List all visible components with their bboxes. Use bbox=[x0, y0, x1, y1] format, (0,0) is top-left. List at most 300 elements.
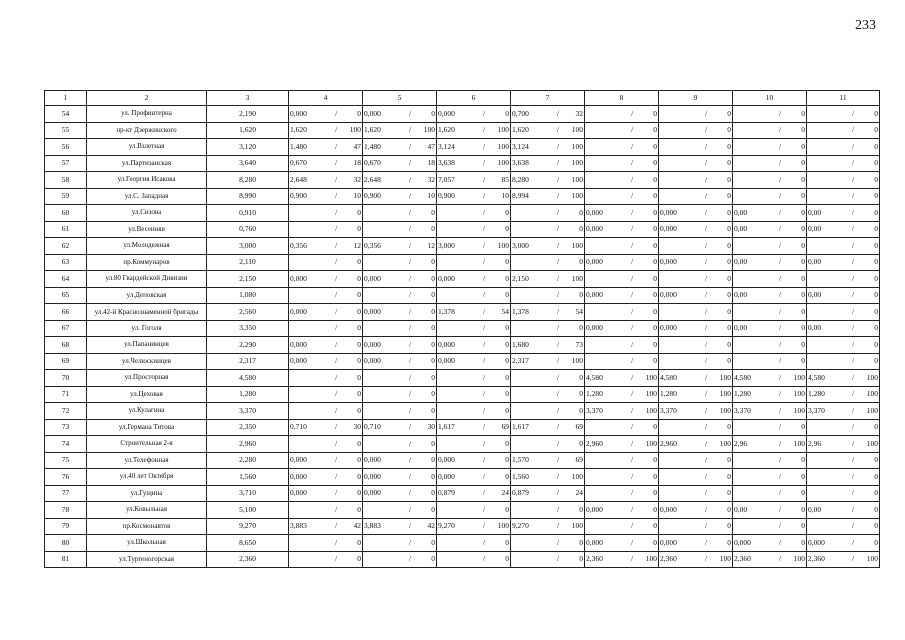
table-row bbox=[45, 139, 880, 156]
value-pair bbox=[808, 209, 878, 217]
value-pair bbox=[734, 341, 805, 349]
value-percent: 0 bbox=[653, 488, 657, 498]
table-row bbox=[45, 287, 880, 304]
value-cell bbox=[659, 188, 733, 205]
value-pair bbox=[438, 225, 509, 233]
slash-separator: / bbox=[482, 174, 486, 184]
value-pair bbox=[438, 407, 509, 415]
value-km: 2,96 bbox=[734, 438, 748, 448]
street-length: 2,960 bbox=[207, 436, 289, 453]
value-km: 0,000 bbox=[438, 339, 455, 349]
value-km: 0,879 bbox=[438, 488, 455, 498]
value-percent: 47 bbox=[427, 141, 435, 151]
slash-separator: / bbox=[334, 108, 338, 118]
value-cell bbox=[511, 320, 585, 337]
value-cell bbox=[733, 205, 807, 222]
value-pair bbox=[438, 110, 509, 118]
row-number: 78 bbox=[45, 502, 87, 519]
value-km: 0,900 bbox=[290, 191, 307, 201]
value-pair bbox=[586, 407, 657, 415]
slash-separator: / bbox=[408, 290, 412, 300]
value-cell bbox=[659, 452, 733, 469]
slash-separator: / bbox=[851, 191, 855, 201]
slash-separator: / bbox=[851, 488, 855, 498]
value-cell bbox=[511, 304, 585, 321]
slash-separator: / bbox=[704, 306, 708, 316]
slash-separator: / bbox=[482, 306, 486, 316]
value-pair bbox=[734, 126, 805, 134]
value-cell bbox=[733, 469, 807, 486]
slash-separator: / bbox=[704, 240, 708, 250]
slash-separator: / bbox=[704, 191, 708, 201]
value-cell bbox=[511, 502, 585, 519]
value-cell bbox=[511, 238, 585, 255]
value-pair bbox=[586, 341, 657, 349]
slash-separator: / bbox=[851, 504, 855, 514]
slash-separator: / bbox=[482, 554, 486, 564]
slash-separator: / bbox=[482, 224, 486, 234]
value-percent: 100 bbox=[571, 174, 583, 184]
value-percent: 0 bbox=[431, 339, 435, 349]
value-pair bbox=[660, 110, 731, 118]
value-pair bbox=[734, 506, 805, 514]
value-pair bbox=[512, 159, 583, 167]
slash-separator: / bbox=[408, 521, 412, 531]
street-length: 2,280 bbox=[207, 452, 289, 469]
row-number: 57 bbox=[45, 155, 87, 172]
table-row bbox=[45, 254, 880, 271]
slash-separator: / bbox=[851, 405, 855, 415]
value-percent: 0 bbox=[727, 240, 731, 250]
value-percent: 100 bbox=[793, 438, 805, 448]
value-pair bbox=[364, 357, 435, 365]
value-cell bbox=[807, 469, 880, 486]
value-percent: 10 bbox=[353, 191, 361, 201]
value-pair bbox=[438, 390, 509, 398]
value-pair bbox=[660, 291, 731, 299]
slash-separator: / bbox=[704, 554, 708, 564]
value-pair bbox=[290, 192, 361, 200]
slash-separator: / bbox=[851, 537, 855, 547]
value-km: 1,280 bbox=[734, 389, 751, 399]
value-km: 0,00 bbox=[734, 290, 748, 300]
value-cell bbox=[363, 370, 437, 387]
data-table bbox=[44, 90, 880, 568]
value-pair bbox=[290, 489, 361, 497]
slash-separator: / bbox=[630, 488, 634, 498]
value-percent: 0 bbox=[505, 207, 509, 217]
value-cell bbox=[511, 370, 585, 387]
value-percent: 0 bbox=[431, 323, 435, 333]
value-percent: 0 bbox=[874, 455, 878, 465]
value-percent: 0 bbox=[357, 339, 361, 349]
value-pair bbox=[290, 456, 361, 464]
slash-separator: / bbox=[630, 455, 634, 465]
value-cell bbox=[363, 551, 437, 568]
value-pair bbox=[512, 308, 583, 316]
value-percent: 0 bbox=[727, 504, 731, 514]
value-pair bbox=[512, 341, 583, 349]
table-row bbox=[45, 221, 880, 238]
value-km: 0,000 bbox=[586, 537, 603, 547]
value-pair bbox=[586, 143, 657, 151]
value-cell bbox=[289, 502, 363, 519]
street-length: 8,990 bbox=[207, 188, 289, 205]
street-length: 1,080 bbox=[207, 287, 289, 304]
slash-separator: / bbox=[704, 372, 708, 382]
slash-separator: / bbox=[704, 108, 708, 118]
slash-separator: / bbox=[334, 240, 338, 250]
value-pair bbox=[290, 506, 361, 514]
slash-separator: / bbox=[408, 141, 412, 151]
value-pair bbox=[364, 159, 435, 167]
value-pair bbox=[808, 176, 878, 184]
street-length: 3,120 bbox=[207, 139, 289, 156]
value-cell bbox=[363, 436, 437, 453]
slash-separator: / bbox=[704, 158, 708, 168]
value-percent: 32 bbox=[353, 174, 361, 184]
value-pair bbox=[734, 308, 805, 316]
value-km: 3,883 bbox=[290, 521, 307, 531]
value-percent: 0 bbox=[357, 372, 361, 382]
table-row bbox=[45, 304, 880, 321]
street-name: ул.Школьная bbox=[87, 535, 207, 552]
value-cell bbox=[733, 386, 807, 403]
value-cell bbox=[363, 469, 437, 486]
slash-separator: / bbox=[556, 207, 560, 217]
value-percent: 0 bbox=[727, 141, 731, 151]
value-percent: 0 bbox=[579, 207, 583, 217]
value-pair bbox=[512, 176, 583, 184]
slash-separator: / bbox=[704, 207, 708, 217]
slash-separator: / bbox=[630, 323, 634, 333]
value-percent: 0 bbox=[653, 290, 657, 300]
value-cell bbox=[511, 353, 585, 370]
slash-separator: / bbox=[851, 290, 855, 300]
value-pair bbox=[660, 539, 731, 547]
value-cell bbox=[733, 320, 807, 337]
value-cell bbox=[289, 551, 363, 568]
value-cell bbox=[807, 353, 880, 370]
value-cell bbox=[437, 403, 511, 420]
value-pair bbox=[660, 176, 731, 184]
value-pair bbox=[660, 423, 731, 431]
value-percent: 0 bbox=[801, 141, 805, 151]
slash-separator: / bbox=[334, 372, 338, 382]
slash-separator: / bbox=[556, 405, 560, 415]
street-name: ул.Папанинцев bbox=[87, 337, 207, 354]
value-cell bbox=[585, 221, 659, 238]
value-percent: 100 bbox=[423, 125, 435, 135]
table-row bbox=[45, 238, 880, 255]
value-cell bbox=[733, 221, 807, 238]
value-pair bbox=[512, 390, 583, 398]
value-pair bbox=[512, 143, 583, 151]
value-percent: 0 bbox=[801, 422, 805, 432]
value-cell bbox=[733, 337, 807, 354]
value-pair bbox=[290, 126, 361, 134]
value-percent: 0 bbox=[874, 471, 878, 481]
value-cell bbox=[659, 469, 733, 486]
slash-separator: / bbox=[482, 240, 486, 250]
value-percent: 0 bbox=[653, 240, 657, 250]
slash-separator: / bbox=[482, 207, 486, 217]
value-pair bbox=[586, 423, 657, 431]
value-cell bbox=[289, 122, 363, 139]
value-percent: 100 bbox=[645, 554, 657, 564]
slash-separator: / bbox=[482, 356, 486, 366]
value-km: 0,000 bbox=[660, 537, 677, 547]
value-pair bbox=[512, 258, 583, 266]
street-name: ул.Сизова bbox=[87, 205, 207, 222]
slash-separator: / bbox=[334, 356, 338, 366]
value-percent: 0 bbox=[431, 273, 435, 283]
value-pair bbox=[808, 192, 878, 200]
value-percent: 0 bbox=[505, 438, 509, 448]
value-pair bbox=[808, 407, 878, 415]
value-pair bbox=[290, 390, 361, 398]
value-cell bbox=[363, 535, 437, 552]
value-km: 1,280 bbox=[586, 389, 603, 399]
value-cell bbox=[585, 386, 659, 403]
value-percent: 100 bbox=[866, 372, 878, 382]
value-km: 0,000 bbox=[660, 323, 677, 333]
value-km: 2,360 bbox=[660, 554, 677, 564]
value-pair bbox=[586, 555, 657, 563]
slash-separator: / bbox=[334, 438, 338, 448]
value-km: 3,370 bbox=[586, 405, 603, 415]
value-cell bbox=[807, 502, 880, 519]
slash-separator: / bbox=[482, 125, 486, 135]
value-cell bbox=[363, 254, 437, 271]
value-pair bbox=[808, 225, 878, 233]
row-number: 81 bbox=[45, 551, 87, 568]
value-percent: 0 bbox=[505, 339, 509, 349]
slash-separator: / bbox=[778, 356, 782, 366]
value-km: 0,00 bbox=[734, 207, 748, 217]
value-percent: 100 bbox=[793, 372, 805, 382]
value-km: 0,000 bbox=[438, 108, 455, 118]
value-km: 0,670 bbox=[290, 158, 307, 168]
value-cell bbox=[437, 287, 511, 304]
value-pair bbox=[438, 176, 509, 184]
value-percent: 0 bbox=[357, 488, 361, 498]
value-percent: 10 bbox=[501, 191, 509, 201]
value-pair bbox=[438, 357, 509, 365]
value-percent: 0 bbox=[874, 504, 878, 514]
value-cell bbox=[511, 172, 585, 189]
street-name: ул.Деповская bbox=[87, 287, 207, 304]
slash-separator: / bbox=[778, 323, 782, 333]
value-km: 7,057 bbox=[438, 174, 455, 184]
value-pair bbox=[364, 407, 435, 415]
value-percent: 100 bbox=[719, 372, 731, 382]
value-km: 0,000 bbox=[290, 339, 307, 349]
value-pair bbox=[586, 159, 657, 167]
value-cell bbox=[659, 287, 733, 304]
value-km: 1,617 bbox=[438, 422, 455, 432]
value-percent: 0 bbox=[357, 455, 361, 465]
row-number: 63 bbox=[45, 254, 87, 271]
value-pair bbox=[734, 275, 805, 283]
value-percent: 0 bbox=[431, 455, 435, 465]
value-cell bbox=[585, 172, 659, 189]
value-percent: 0 bbox=[801, 290, 805, 300]
value-cell bbox=[511, 518, 585, 535]
street-length: 2,360 bbox=[207, 551, 289, 568]
value-cell bbox=[733, 122, 807, 139]
value-pair bbox=[438, 126, 509, 134]
value-percent: 0 bbox=[653, 224, 657, 234]
value-cell bbox=[511, 337, 585, 354]
value-pair bbox=[808, 506, 878, 514]
value-cell bbox=[437, 337, 511, 354]
slash-separator: / bbox=[704, 323, 708, 333]
slash-separator: / bbox=[408, 191, 412, 201]
slash-separator: / bbox=[704, 273, 708, 283]
value-km: 4,580 bbox=[734, 372, 751, 382]
value-cell bbox=[437, 386, 511, 403]
slash-separator: / bbox=[408, 306, 412, 316]
slash-separator: / bbox=[408, 356, 412, 366]
value-percent: 100 bbox=[793, 554, 805, 564]
value-percent: 0 bbox=[357, 438, 361, 448]
value-pair bbox=[290, 407, 361, 415]
slash-separator: / bbox=[408, 372, 412, 382]
value-cell bbox=[733, 535, 807, 552]
slash-separator: / bbox=[556, 389, 560, 399]
value-cell bbox=[289, 221, 363, 238]
value-cell bbox=[289, 469, 363, 486]
value-percent: 0 bbox=[874, 521, 878, 531]
value-percent: 0 bbox=[357, 356, 361, 366]
table-row bbox=[45, 485, 880, 502]
value-percent: 0 bbox=[727, 422, 731, 432]
value-cell bbox=[511, 106, 585, 123]
value-cell bbox=[585, 485, 659, 502]
value-cell bbox=[511, 452, 585, 469]
slash-separator: / bbox=[482, 191, 486, 201]
value-percent: 0 bbox=[727, 257, 731, 267]
slash-separator: / bbox=[482, 290, 486, 300]
value-percent: 0 bbox=[801, 125, 805, 135]
row-number: 73 bbox=[45, 419, 87, 436]
value-pair bbox=[660, 456, 731, 464]
value-percent: 100 bbox=[497, 125, 509, 135]
slash-separator: / bbox=[482, 455, 486, 465]
value-cell bbox=[585, 271, 659, 288]
value-percent: 100 bbox=[571, 521, 583, 531]
value-percent: 0 bbox=[357, 207, 361, 217]
value-percent: 0 bbox=[874, 290, 878, 300]
street-length: 3,000 bbox=[207, 238, 289, 255]
value-cell bbox=[807, 106, 880, 123]
value-percent: 0 bbox=[431, 207, 435, 217]
value-km: 9,270 bbox=[438, 521, 455, 531]
slash-separator: / bbox=[704, 290, 708, 300]
value-km: 0,000 bbox=[290, 108, 307, 118]
table-row bbox=[45, 122, 880, 139]
value-cell bbox=[289, 353, 363, 370]
slash-separator: / bbox=[630, 405, 634, 415]
slash-separator: / bbox=[408, 405, 412, 415]
value-km: 1,620 bbox=[290, 125, 307, 135]
value-percent: 0 bbox=[431, 389, 435, 399]
value-cell bbox=[807, 518, 880, 535]
table-row bbox=[45, 469, 880, 486]
slash-separator: / bbox=[704, 537, 708, 547]
row-number: 60 bbox=[45, 205, 87, 222]
street-length: 8,280 bbox=[207, 172, 289, 189]
value-pair bbox=[808, 110, 878, 118]
value-cell bbox=[511, 436, 585, 453]
slash-separator: / bbox=[334, 389, 338, 399]
value-km: 0,900 bbox=[438, 191, 455, 201]
value-pair bbox=[364, 291, 435, 299]
value-percent: 0 bbox=[505, 323, 509, 333]
value-cell bbox=[733, 106, 807, 123]
value-cell bbox=[659, 419, 733, 436]
slash-separator: / bbox=[408, 471, 412, 481]
value-cell bbox=[363, 238, 437, 255]
value-cell bbox=[363, 122, 437, 139]
value-cell bbox=[659, 518, 733, 535]
value-cell bbox=[733, 419, 807, 436]
value-cell bbox=[585, 337, 659, 354]
value-percent: 18 bbox=[353, 158, 361, 168]
value-percent: 0 bbox=[505, 372, 509, 382]
value-percent: 0 bbox=[357, 504, 361, 514]
value-km: 0,900 bbox=[364, 191, 381, 201]
value-cell bbox=[659, 551, 733, 568]
slash-separator: / bbox=[556, 537, 560, 547]
value-percent: 0 bbox=[727, 455, 731, 465]
value-pair bbox=[660, 522, 731, 530]
slash-separator: / bbox=[482, 422, 486, 432]
value-km: 0,000 bbox=[586, 504, 603, 514]
value-cell bbox=[807, 337, 880, 354]
value-percent: 0 bbox=[357, 108, 361, 118]
value-pair bbox=[808, 291, 878, 299]
value-km: 2,648 bbox=[364, 174, 381, 184]
value-cell bbox=[585, 287, 659, 304]
value-percent: 0 bbox=[801, 323, 805, 333]
value-pair bbox=[512, 456, 583, 464]
street-name: ул.Ковыльная bbox=[87, 502, 207, 519]
row-number: 74 bbox=[45, 436, 87, 453]
value-km: 0,000 bbox=[586, 257, 603, 267]
value-percent: 0 bbox=[579, 554, 583, 564]
value-percent: 0 bbox=[801, 455, 805, 465]
value-cell bbox=[289, 238, 363, 255]
slash-separator: / bbox=[778, 306, 782, 316]
value-percent: 0 bbox=[505, 108, 509, 118]
street-length: 2,110 bbox=[207, 254, 289, 271]
value-percent: 0 bbox=[874, 356, 878, 366]
value-pair bbox=[734, 489, 805, 497]
value-pair bbox=[808, 423, 878, 431]
value-pair bbox=[586, 242, 657, 250]
slash-separator: / bbox=[334, 554, 338, 564]
slash-separator: / bbox=[704, 389, 708, 399]
slash-separator: / bbox=[556, 356, 560, 366]
slash-separator: / bbox=[482, 339, 486, 349]
value-cell bbox=[437, 370, 511, 387]
value-pair bbox=[734, 159, 805, 167]
value-pair bbox=[438, 209, 509, 217]
value-km: 0,000 bbox=[290, 488, 307, 498]
slash-separator: / bbox=[556, 323, 560, 333]
